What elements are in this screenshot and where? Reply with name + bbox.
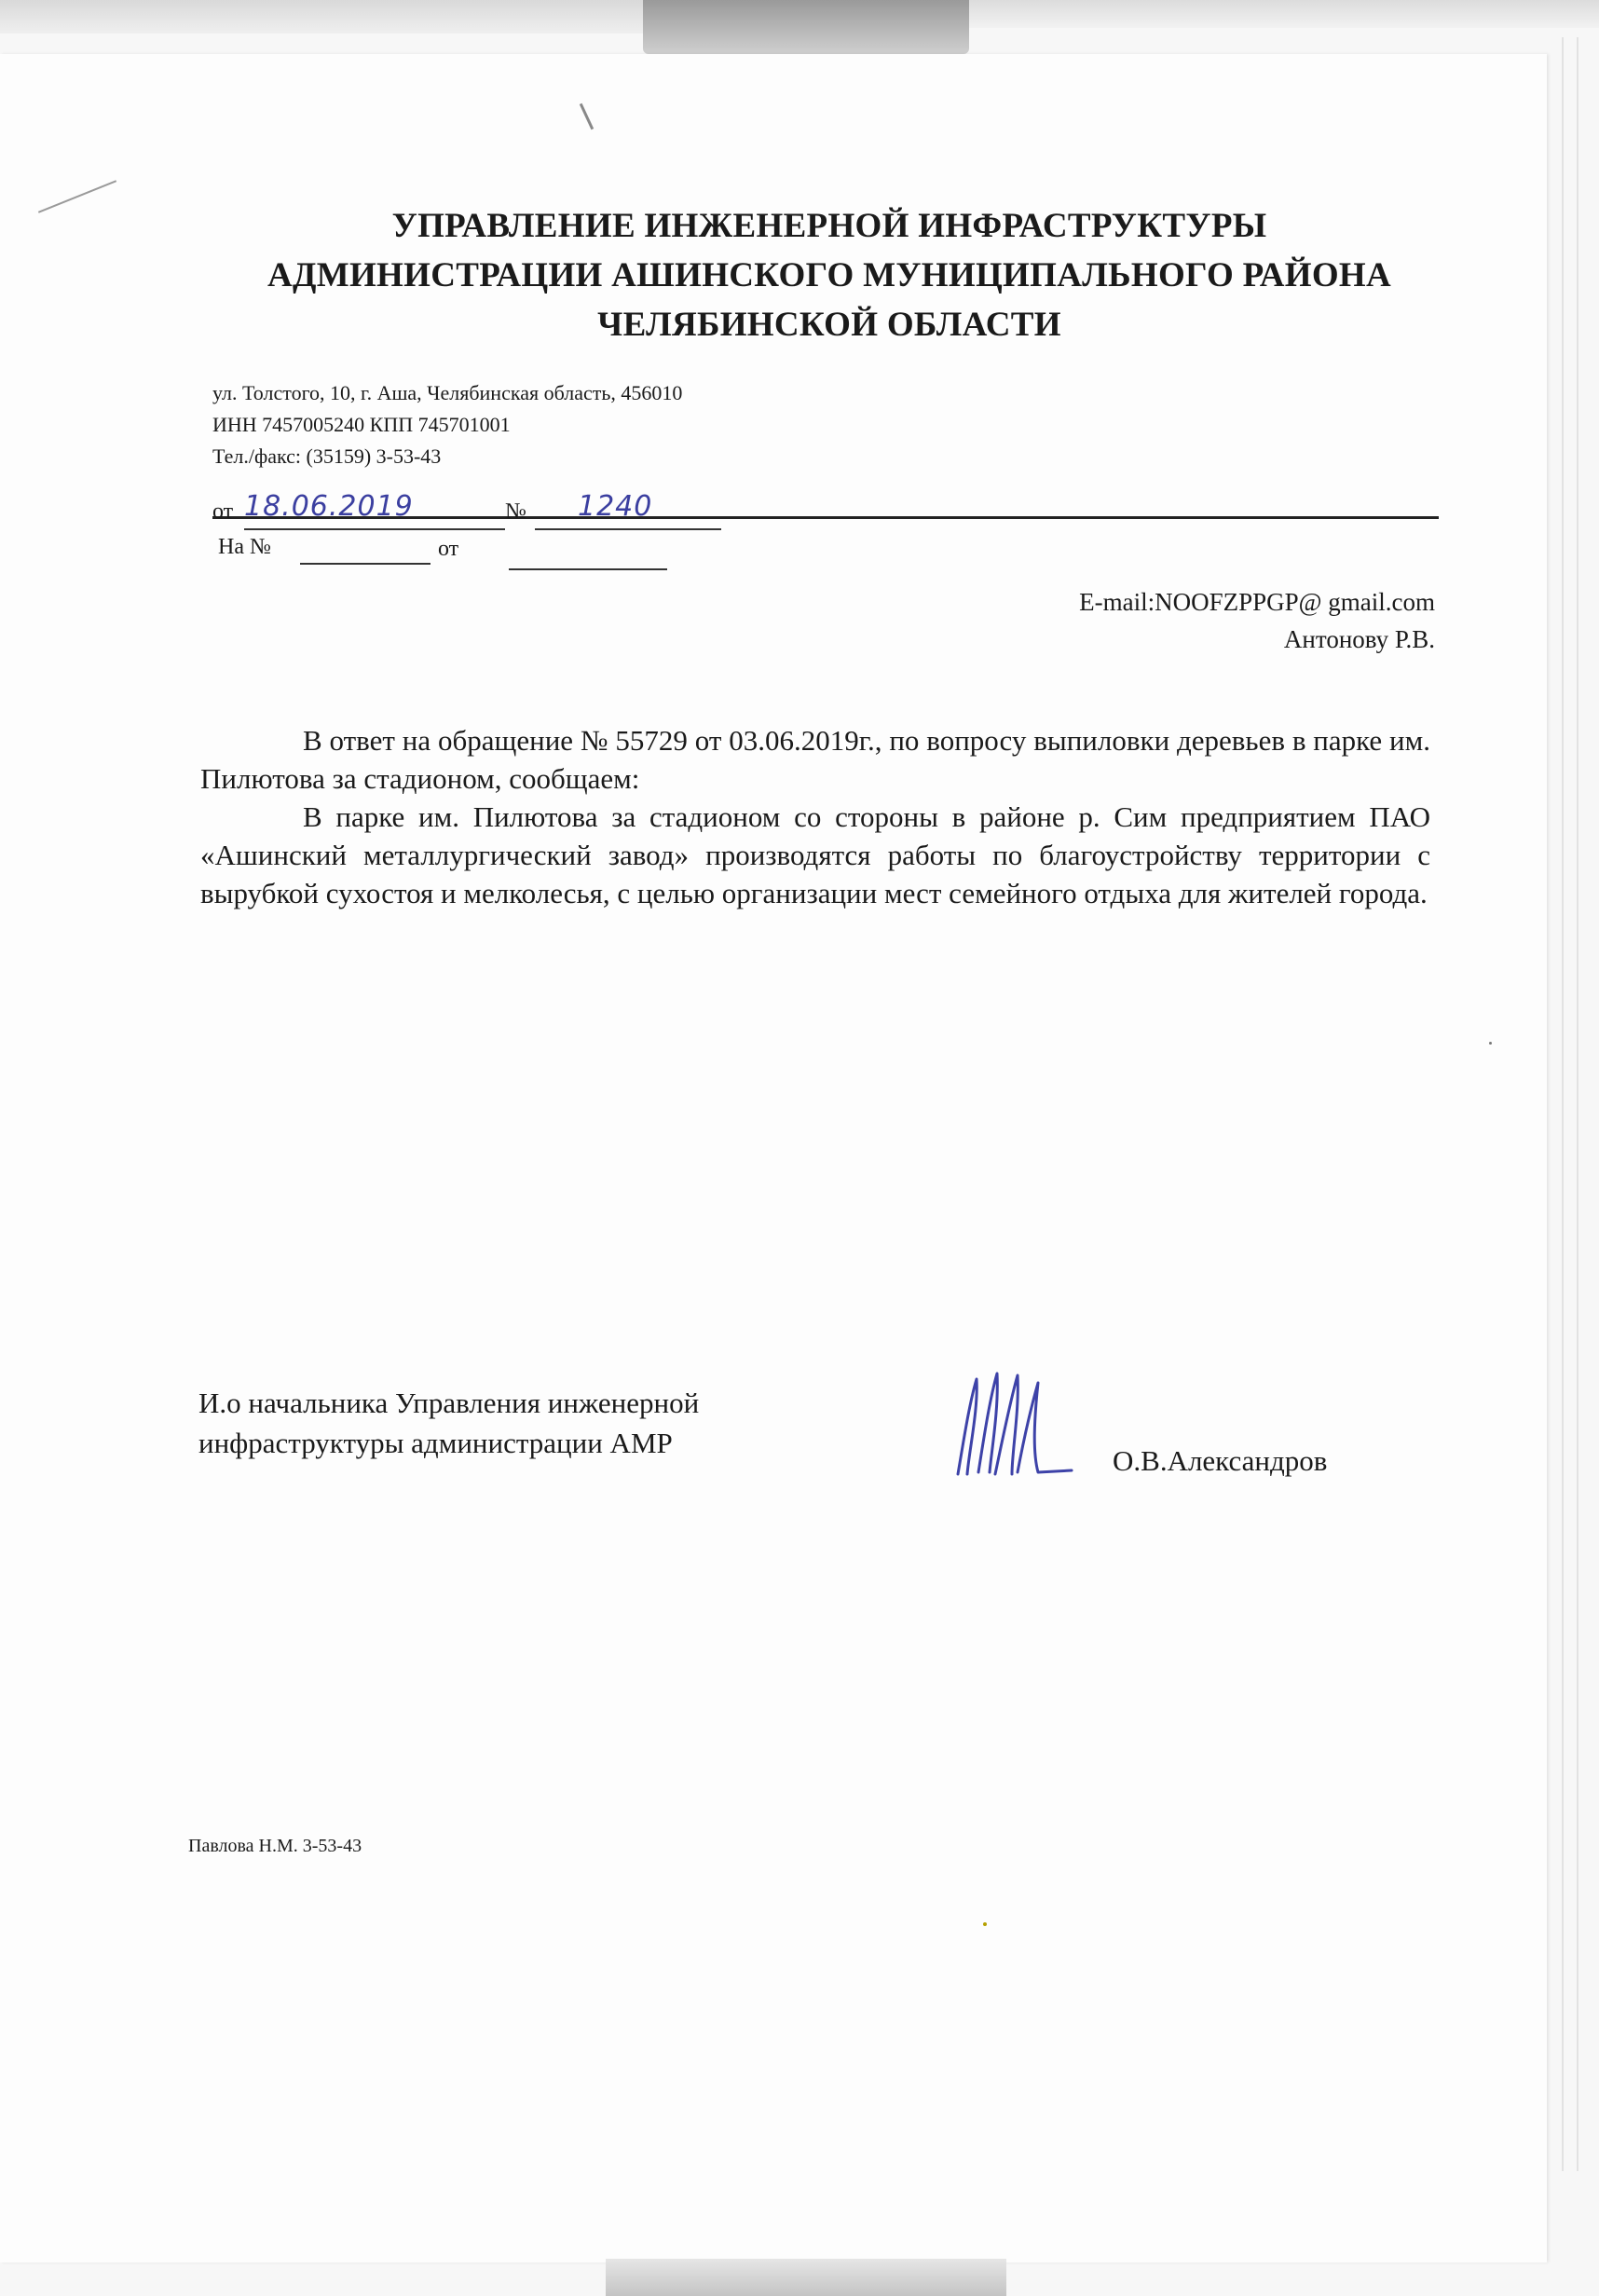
scan-speck — [1489, 1042, 1492, 1045]
inn-kpp: ИНН 7457005240 КПП 745701001 — [212, 413, 511, 436]
header-line-3: ЧЕЛЯБИНСКОЙ ОБЛАСТИ — [597, 306, 1061, 344]
reply-date-underline — [509, 568, 667, 570]
organization-contacts — [212, 377, 682, 472]
executor-info: Павлова Н.М. 3-53-43 — [188, 1836, 362, 1856]
reply-to-label: На № — [218, 535, 271, 559]
recipient-name: Антонову Р.В. — [1283, 625, 1435, 653]
scan-artifact-top-tab — [643, 0, 969, 54]
phone-fax: Тел./факс: (35159) 3-53-43 — [212, 444, 442, 468]
signatory-name: О.В.Александров — [1113, 1444, 1328, 1477]
handwritten-number: 1240 — [578, 490, 653, 523]
header-line-2: АДМИНИСТРАЦИИ АШИНСКОГО МУНИЦИПАЛЬНОГО РАЙОНА — [266, 256, 1392, 294]
handwritten-signature — [941, 1362, 1081, 1483]
recipient-block — [1079, 583, 1435, 658]
date-label: от — [212, 499, 234, 524]
reply-number-underline — [300, 563, 430, 565]
back-sheet-edge — [1562, 37, 1564, 2171]
organization-header — [233, 201, 1426, 349]
body-paragraph-1: В ответ на обращение № 55729 от 03.06.2019г., по вопросу выпиловки деревьев в парке им. Пилютова за стадионом, сообщаем: — [200, 724, 1430, 795]
scan-artifact-bottom-tab — [606, 2259, 1006, 2296]
body-paragraph-2: В парке им. Пилютова за стадионом со стороны в районе р. Сим предприятием ПАО «Ашинский металлургический завод» производятся работы по благоустройству территории с вырубкой сухостоя и мелколесья, с целью организации мест семейного отдыха для жителей города. — [200, 800, 1430, 909]
scan-artifact-top-left — [0, 0, 643, 34]
date-underline — [244, 528, 505, 530]
letter-body — [200, 721, 1430, 912]
recipient-email: E-mail:NOOFZPPGP@ gmail.com — [1079, 588, 1435, 616]
signatory-title-line-2: инфраструктуры администрации АМР — [198, 1427, 673, 1459]
number-underline — [535, 528, 721, 530]
header-line-1: УПРАВЛЕНИЕ ИНЖЕНЕРНОЙ ИНФРАСТРУКТУРЫ — [391, 207, 1267, 245]
signatory-title-line-1: И.о начальника Управления инженерной — [198, 1387, 700, 1419]
scan-speck — [983, 1922, 987, 1926]
number-label: № — [505, 499, 526, 524]
address: ул. Толстого, 10, г. Аша, Челябинская область, 456010 — [212, 381, 683, 404]
back-sheet-edge — [1577, 37, 1578, 2171]
scan-artifact-top-right — [969, 0, 1599, 28]
signatory-title — [198, 1383, 699, 1463]
reply-from-label: от — [438, 537, 459, 561]
handwritten-date: 18.06.2019 — [244, 490, 414, 523]
